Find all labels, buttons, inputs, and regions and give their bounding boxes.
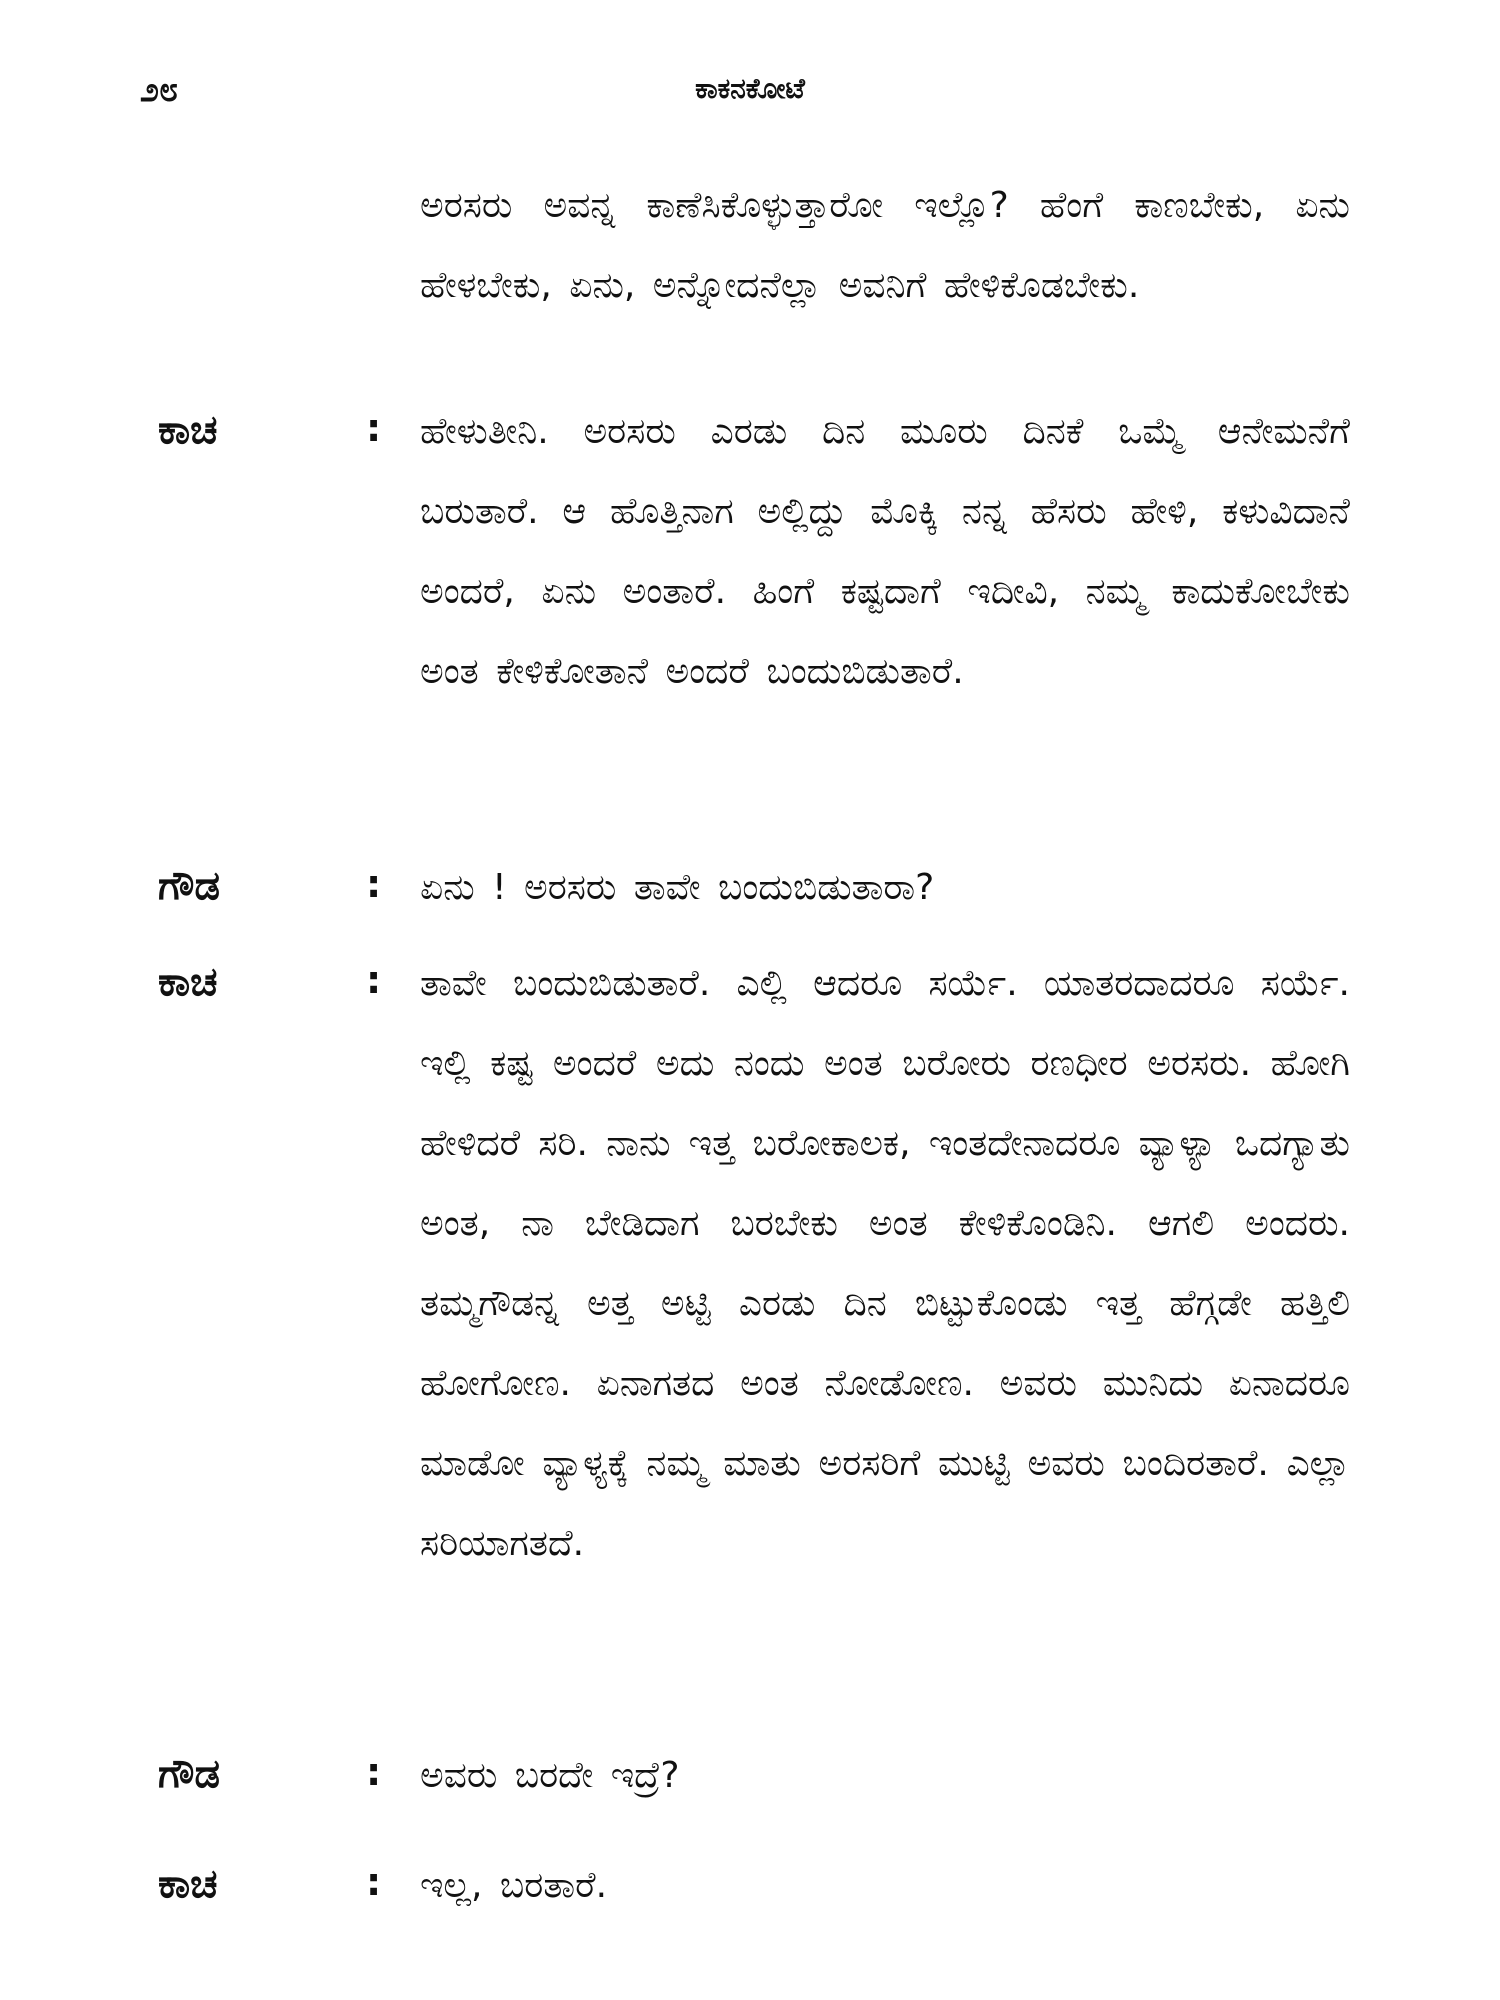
- dialogue-text: ತಾವೇ ಬಂದುಬಿಡುತಾರೆ. ಎಲ್ಲಿ ಆದರೂ ಸರ್ಯೆ. ಯಾತರದಾದರೂ ಸರ್ಯೆ. ಇಲ್ಲಿ ಕಷ್ಟ ಅಂದರೆ ಅದು ನಂದು ಅಂತ ಬರೋರು ರಣಧೀರ ಅರಸರು. ಹೋಗಿ ಹೇಳಿದರೆ ಸರಿ. ನಾನು ಇತ್ತ ಬರೋಕಾಲಕ, ಇಂತದೇನಾದರೂ ವ್ಯಾಳ್ಯಾ ಒದಗ್ಯಾತು ಅಂತ, ನಾ ಬೇಡಿದಾಗ ಬರಬೇಕು ಅಂತ ಕೇಳಿಕೊಂಡಿನಿ. ಆಗಲಿ ಅಂದರು. ತಮ್ಮಗೌಡನ್ನ ಅತ್ತ ಅಟ್ಟಿ ಎರಡು ದಿನ ಬಿಟ್ಟುಕೊಂಡು ಇತ್ತ ಹೆಗ್ಗಡೇ ಹತ್ತಿಲಿ ಹೋಗೋಣ. ಏನಾಗತದ ಅಂತ ನೋಡೋಣ. ಅವರು ಮುನಿದು ಏನಾದರೂ ಮಾಡೋ ವ್ಯಾಳ್ಯಕ್ಕೆ ನಮ್ಮ ಮಾತು ಅರಸರಿಗೆ ಮುಟ್ಟಿ ಅವರು ಬಂದಿರತಾರೆ. ಎಲ್ಲಾ ಸರಿಯಾಗತದೆ.: [420, 963, 1350, 1564]
- speaker-label: ಕಾಚ: [158, 406, 218, 453]
- speaker-label: ಗೌಡ: [158, 1750, 220, 1797]
- intro-paragraph: ಅರಸರು ಅವನ್ನ ಕಾಣೆಸಿಕೊಳ್ಳುತ್ತಾರೋ ಇಲ್ಲೊ? ಹೆಂಗೆ ಕಾಣಬೇಕು, ಏನು ಹೇಳಬೇಕು, ಏನು, ಅನ್ನೋದನೆಲ್ಲಾ ಅವನಿಗೆ ಹೇಳಿಕೊಡಬೇಕು.: [420, 185, 1350, 306]
- speaker-label: ಕಾಚ: [158, 1860, 218, 1907]
- speaker-colon: :: [366, 862, 382, 906]
- running-head-title: ಕಾಕನಕೋಟೆ: [695, 72, 805, 105]
- page-number: ೨೮: [140, 70, 179, 110]
- speaker-colon: :: [366, 1860, 382, 1904]
- speaker-label: ಕಾಚ: [158, 958, 218, 1005]
- speaker-colon: :: [366, 958, 382, 1002]
- dialogue-text: ಹೇಳುತೀನಿ. ಅರಸರು ಎರಡು ದಿನ ಮೂರು ದಿನಕೆ ಒಮ್ಮೆ ಆನೇಮನೆಗೆ ಬರುತಾರೆ. ಆ ಹೊತ್ತಿನಾಗ ಅಲ್ಲಿದ್ದು ಮೊಕ್ಕಿ ನನ್ನ ಹೆಸರು ಹೇಳಿ, ಕಳುವಿದಾನೆ ಅಂದರೆ, ಏನು ಅಂತಾರೆ. ಹಿಂಗೆ ಕಷ್ಟದಾಗೆ ಇದೀವಿ, ನಮ್ಮ ಕಾದುಕೋಬೇಕು ಅಂತ ಕೇಳಿಕೋತಾನೆ ಅಂದರೆ ಬಂದುಬಿಡುತಾರೆ.: [420, 411, 1350, 692]
- speaker-colon: :: [366, 406, 382, 450]
- dialogue-text: ಏನು ! ಅರಸರು ತಾವೇ ಬಂದುಬಿಡುತಾರಾ?: [420, 867, 935, 908]
- speaker-colon: :: [366, 1750, 382, 1794]
- speaker-label: ಗೌಡ: [158, 862, 220, 909]
- dialogue-text: ಅವರು ಬರದೇ ಇದ್ರೆ?: [420, 1755, 680, 1796]
- dialogue-text: ಇಲ್ಲ, ಬರತಾರೆ.: [420, 1865, 608, 1906]
